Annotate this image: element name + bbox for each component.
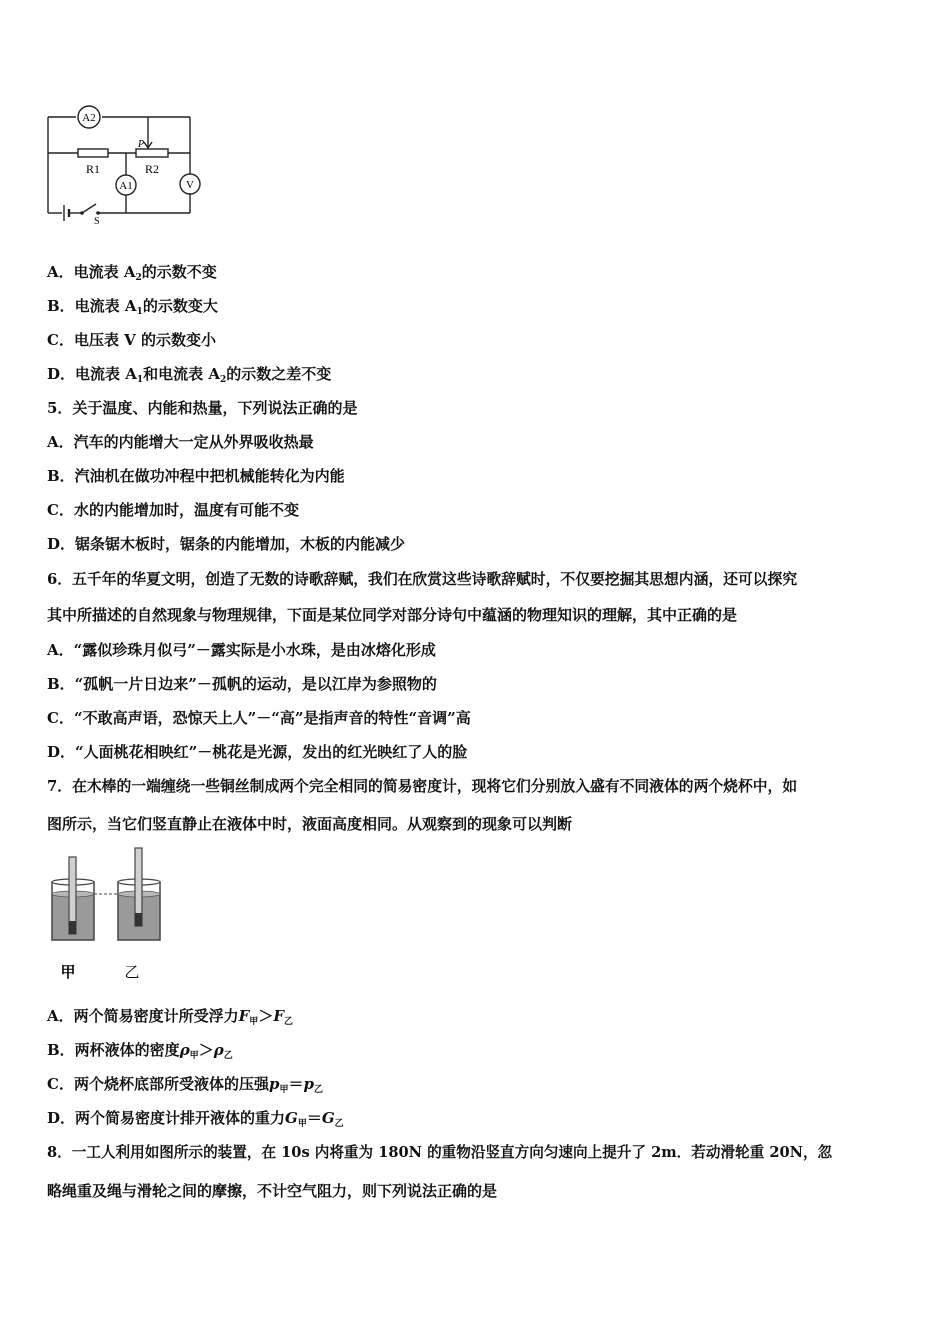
- option-text: D．电流表 A: [47, 365, 137, 383]
- beaker-right: [118, 848, 160, 940]
- q7-option-a: [47, 1006, 293, 1032]
- label-jia: 甲: [60, 963, 76, 981]
- label-a2: A2: [82, 112, 96, 124]
- subscript: 甲: [249, 1017, 259, 1027]
- option-text: 的示数变大: [142, 297, 218, 315]
- option-text: C．两个烧杯底部所受液体的压强: [47, 1075, 269, 1093]
- subscript: 乙: [223, 1051, 233, 1061]
- symbol: p: [268, 1075, 280, 1093]
- q6-option-a: A．“露似珍珠月似弓”－露实际是小水珠，是由冰熔化形成: [47, 641, 436, 659]
- q5-option-a: A．汽车的内能增大一定从外界吸收热最: [47, 433, 314, 451]
- q4-option-c: C．电压表 V 的示数变小: [47, 331, 217, 349]
- resistor-r2: [136, 149, 168, 157]
- operator: ＞: [258, 1007, 274, 1025]
- symbol: G: [321, 1109, 335, 1127]
- option-text: A．电流表 A: [47, 263, 136, 281]
- label-s: S: [94, 216, 100, 227]
- operator: ＝: [306, 1109, 322, 1127]
- subscript: 2: [220, 375, 227, 385]
- subscript: 1: [136, 375, 144, 385]
- hydrometer-left-weight: [69, 921, 76, 934]
- option-text: 的示数之差不变: [226, 365, 332, 383]
- q5-stem: 5．关于温度、内能和热量，下列说法正确的是: [47, 399, 358, 417]
- beaker-left: [52, 857, 94, 940]
- subscript: 2: [135, 273, 142, 283]
- symbol: ρ: [213, 1041, 224, 1059]
- q6-option-b: B．“孤帆一片日边来”－孤帆的运动，是以江岸为参照物的: [47, 675, 437, 693]
- label-a1: A1: [119, 180, 133, 192]
- option-text: D．两个简易密度计排开液体的重力: [47, 1109, 286, 1127]
- q6-stem-line1: 6．五千年的华夏文明，创造了无数的诗歌辞赋，我们在欣赏这些诗歌辞赋时，不仅要挖掘其思想内涵，还可以探究: [47, 571, 798, 588]
- operator: ＝: [288, 1075, 304, 1093]
- symbol: p: [303, 1075, 314, 1093]
- option-text: B．电流表 A: [47, 297, 137, 315]
- symbol: ρ: [179, 1041, 190, 1059]
- q8-stem-line1: 8．一工人利用如图所示的装置，在 10s 内将重为 180N 的重物沿竖直方向匀速向上提升了 2m．若动滑轮重 20N，忽: [47, 1144, 833, 1161]
- q7-stem-line2: 图所示，当它们竖直静止在液体中时，液面高度相同。从观察到的现象可以判断: [47, 815, 573, 833]
- label-r2: R2: [144, 162, 160, 176]
- q5-option-d: D．锯条锯木板时，锯条的内能增加，木板的内能减少: [47, 535, 406, 553]
- operator: ＞: [198, 1041, 214, 1059]
- q7-option-c: [47, 1074, 323, 1100]
- subscript: 乙: [283, 1017, 293, 1027]
- label-r1: R1: [85, 162, 101, 176]
- q7-option-d: [47, 1108, 344, 1134]
- q5-option-c: C．水的内能增加时，温度有可能不变: [47, 501, 299, 519]
- subscript: 1: [136, 307, 143, 317]
- symbol: F: [273, 1007, 284, 1025]
- hydrometer-right-weight: [135, 913, 142, 926]
- circuit-diagram: [40, 100, 210, 230]
- q6-option-d: D．“人面桃花相映红”－桃花是光源，发出的红光映红了人的脸: [47, 743, 468, 761]
- switch-blade: [82, 204, 96, 213]
- q6-stem-line2: 其中所描述的自然现象与物理规律，下面是某位同学对部分诗句中蕴涵的物理知识的理解，其中正确的是: [47, 606, 738, 624]
- q4-option-a: [47, 262, 217, 288]
- q4-option-b: [47, 296, 218, 322]
- q4-option-d: [47, 364, 331, 390]
- q8-stem-line2: 略绳重及绳与滑轮之间的摩擦，不计空气阻力，则下列说法正确的是: [47, 1182, 498, 1200]
- q7-option-b: [47, 1040, 233, 1066]
- label-v: V: [186, 179, 194, 191]
- hydrometer-figure: [44, 845, 174, 985]
- subscript: 甲: [189, 1051, 199, 1061]
- subscript: 乙: [313, 1085, 323, 1095]
- subscript: 乙: [334, 1119, 344, 1129]
- label-p: P: [138, 139, 145, 150]
- q7-stem-line1: 7．在木棒的一端缠绕一些铜丝制成两个完全相同的简易密度计，现将它们分别放入盛有不同液体的两个烧杯中，如: [47, 778, 798, 795]
- label-yi: 乙: [124, 963, 140, 981]
- subscript: 甲: [279, 1085, 289, 1095]
- q6-option-c: C．“不敢高声语，恐惊天上人”－“高”是指声音的特性“音调”高: [47, 709, 471, 727]
- option-text: 和电流表 A: [143, 365, 221, 383]
- symbol: G: [285, 1109, 298, 1127]
- resistor-r1: [78, 149, 108, 157]
- symbol: F: [238, 1007, 250, 1025]
- option-text: A．两个简易密度计所受浮力: [47, 1007, 239, 1025]
- option-text: 的示数不变: [141, 263, 217, 281]
- option-text: B．两杯液体的密度: [47, 1041, 180, 1059]
- subscript: 甲: [297, 1119, 307, 1129]
- q5-option-b: B．汽油机在做功冲程中把机械能转化为内能: [47, 467, 345, 485]
